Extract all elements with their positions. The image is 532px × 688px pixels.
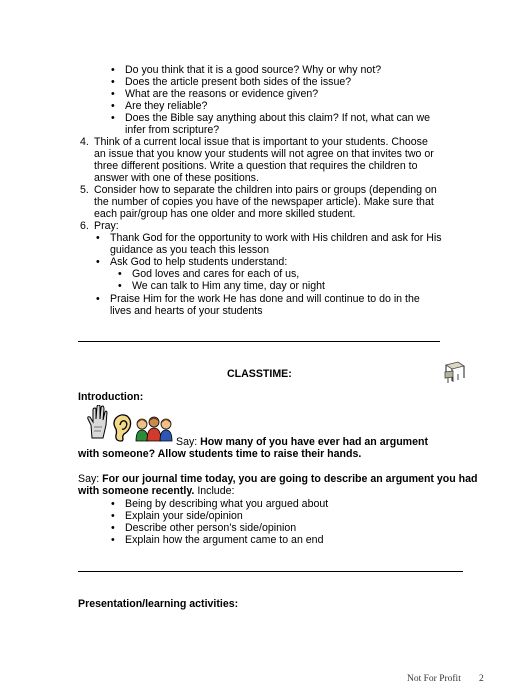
list-item: • Thank God for the opportunity to work with His children and ask for His	[110, 232, 442, 244]
list-item-continuation: infer from scripture?	[125, 124, 220, 136]
step-text: Pray:	[94, 220, 119, 232]
students-group-icon	[134, 416, 176, 442]
classtime-heading: CLASSTIME:	[227, 368, 292, 380]
step-number: 4.	[80, 136, 89, 148]
say-question: How many of you have ever had an argument	[200, 436, 428, 448]
list-item: • Does the article present both sides of the issue?	[125, 76, 351, 88]
step-text: Consider how to separate the children into pairs or groups (depending on	[94, 184, 437, 196]
say-journal-prompt: For our journal time today, you are going to describe an argument you had	[102, 473, 478, 485]
list-item: • God loves and cares for each of us,	[132, 268, 299, 280]
say-instruction: with someone? Allow students time to raise their hands.	[78, 448, 362, 460]
say-line	[78, 485, 234, 497]
say-journal-prompt: with someone recently.	[78, 485, 195, 497]
step-text: the number of copies you have of the newspaper article). Make sure that	[94, 196, 434, 208]
list-item: • Explain your side/opinion	[125, 510, 243, 522]
step-text: an issue that you know your students will not agree on that invites two or	[94, 148, 434, 160]
step-text: each pair/group has one older and more skilled student.	[94, 208, 356, 220]
list-item: • Being by describing what you argued about	[125, 498, 328, 510]
footer-label: Not For Profit	[407, 674, 461, 684]
page-number: 2	[479, 674, 484, 684]
list-item: • Describe other person’s side/opinion	[125, 522, 296, 534]
hand-icon	[86, 405, 108, 439]
list-item: • Do you think that it is a good source? Why or why not?	[125, 64, 381, 76]
ear-icon	[111, 413, 133, 443]
step-number: 5.	[80, 184, 89, 196]
say-line	[176, 436, 428, 448]
presentation-heading: Presentation/learning activities:	[78, 598, 239, 610]
list-item: • Explain how the argument came to an end	[125, 534, 323, 546]
divider	[78, 341, 440, 342]
step-text: three different positions. Write a question that requires the children to	[94, 160, 418, 172]
list-item-continuation: lives and hearts of your students	[110, 305, 263, 317]
step-text: answer with one of these positions.	[94, 172, 259, 184]
list-item-continuation: guidance as you teach this lesson	[110, 244, 270, 256]
list-item: • Ask God to help students understand:	[110, 256, 287, 268]
list-item: • We can talk to Him any time, day or night	[132, 280, 325, 292]
say-tail: Include:	[194, 485, 235, 497]
say-prefix: Say:	[78, 473, 103, 485]
desk-icon	[443, 360, 467, 384]
say-prefix: Say:	[176, 436, 201, 448]
list-item: • Are they reliable?	[125, 100, 207, 112]
step-number: 6.	[80, 220, 89, 232]
say-line	[78, 473, 478, 485]
list-item: • Praise Him for the work He has done and will continue to do in the	[110, 293, 420, 305]
divider	[78, 571, 463, 572]
step-text: Think of a current local issue that is important to your students. Choose	[94, 136, 428, 148]
introduction-heading: Introduction:	[78, 391, 144, 403]
list-item: • Does the Bible say anything about this claim? If not, what can we	[125, 112, 430, 124]
list-item: • What are the reasons or evidence given?	[125, 88, 318, 100]
